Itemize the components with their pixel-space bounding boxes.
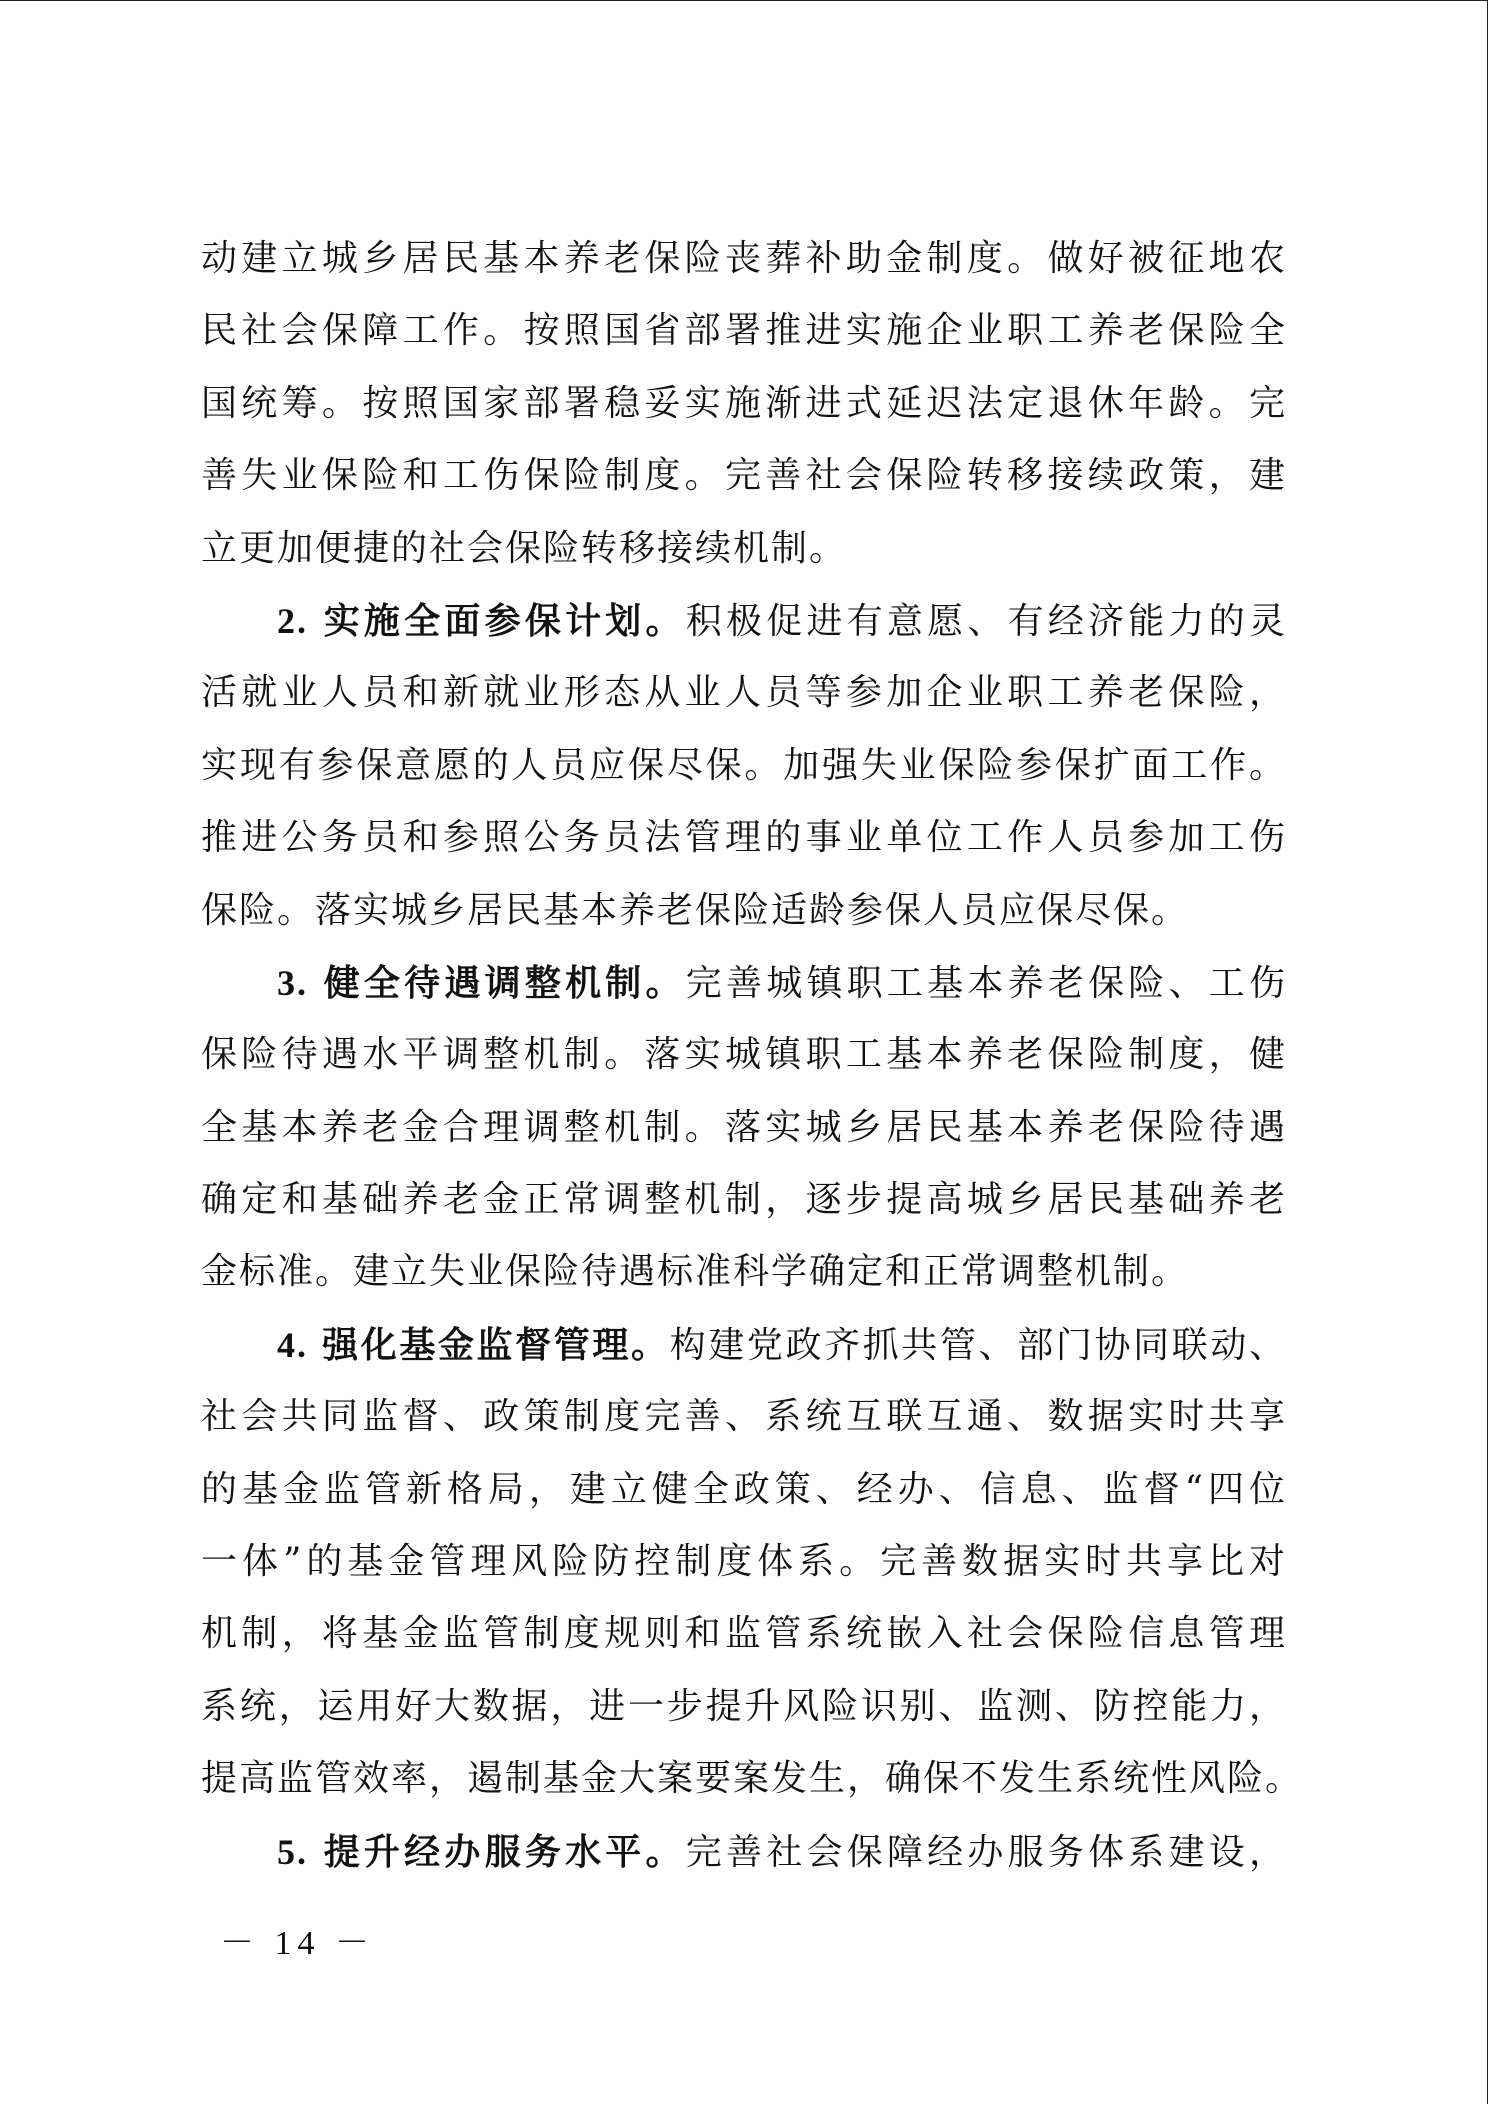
text-line: 民社会保障工作。按照国省部署推进实施企业职工养老保险全 — [201, 310, 1287, 352]
text-line: 保险待遇水平调整机制。落实城镇职工基本养老保险制度，健 — [201, 1034, 1287, 1076]
section-first-line — [201, 1816, 1287, 1888]
text-line: 系统，运用好大数据，进一步提升风险识别、监测、防控能力， — [201, 1685, 1287, 1727]
text-line: 金标准。建立失业保险待遇标准科学确定和正常调整机制。 — [201, 1251, 1190, 1293]
text-line: 全基本养老金合理调整机制。落实城乡居民基本养老保险待遇 — [201, 1106, 1287, 1148]
section-first-line — [201, 585, 1287, 657]
text-line: 动建立城乡居民基本养老保险丧葬补助金制度。做好被征地农 — [201, 238, 1287, 279]
section-text: 积极促进有意愿、有经济能力的灵 — [685, 600, 1287, 642]
text-line: 立更加便捷的社会保险转移接续机制。 — [201, 527, 848, 569]
text-line: 善失业保险和工伤保险制度。完善社会保险转移接续政策，建 — [201, 455, 1287, 497]
section-text: 完善社会保障经办服务体系建设， — [685, 1831, 1287, 1873]
text-line: 社会共同监督、政策制度完善、系统互联互通、数据实时共享 — [201, 1396, 1287, 1438]
text-line: 实现有参保意愿的人员应保尽保。加强失业保险参保扩面工作。 — [201, 744, 1287, 786]
text-line: 提高监管效率，遏制基金大案要案发生，确保不发生系统性风险。 — [201, 1758, 1304, 1800]
section-heading: 提升经办服务水平。 — [323, 1831, 686, 1873]
text-line: 活就业人员和新就业形态从业人员等参加企业职工养老保险， — [201, 672, 1287, 714]
text-line: 保险。落实城乡居民基本养老保险适龄参保人员应保尽保。 — [201, 889, 1190, 931]
section-heading: 强化基金监督管理。 — [322, 1324, 670, 1366]
text-line: 确定和基础养老金正常调整机制，逐步提高城乡居民基础养老 — [201, 1179, 1287, 1221]
section-heading: 实施全面参保计划。 — [323, 600, 686, 642]
text-line: 的基金监管新格局，建立健全政策、经办、信息、监督“四位 — [201, 1468, 1287, 1510]
section-number: 3. — [277, 962, 308, 1003]
section-heading: 健全待遇调整机制。 — [323, 962, 686, 1004]
page-number: － 14 － — [220, 1925, 375, 1962]
text-line: 机制，将基金监管制度规则和监管系统嵌入社会保险信息管理 — [201, 1613, 1287, 1655]
section-number: 2. — [277, 600, 308, 641]
section-text: 完善城镇职工基本养老保险、工伤 — [685, 962, 1287, 1004]
text-line: 国统筹。按照国家部署稳妥实施渐进式延迟法定退休年龄。完 — [201, 382, 1287, 424]
section-number: 5. — [277, 1831, 308, 1872]
section-first-line — [201, 947, 1287, 1019]
section-text: 构建党政齐抓共管、部门协同联动、 — [669, 1324, 1287, 1366]
body-text — [201, 223, 1304, 1888]
text-line: 推进公务员和参照公务员法管理的事业单位工作人员参加工伤 — [201, 817, 1287, 859]
section-first-line — [201, 1309, 1287, 1381]
section-number: 4. — [277, 1324, 308, 1365]
text-line: 一体”的基金管理风险防控制度体系。完善数据实时共享比对 — [201, 1541, 1287, 1583]
